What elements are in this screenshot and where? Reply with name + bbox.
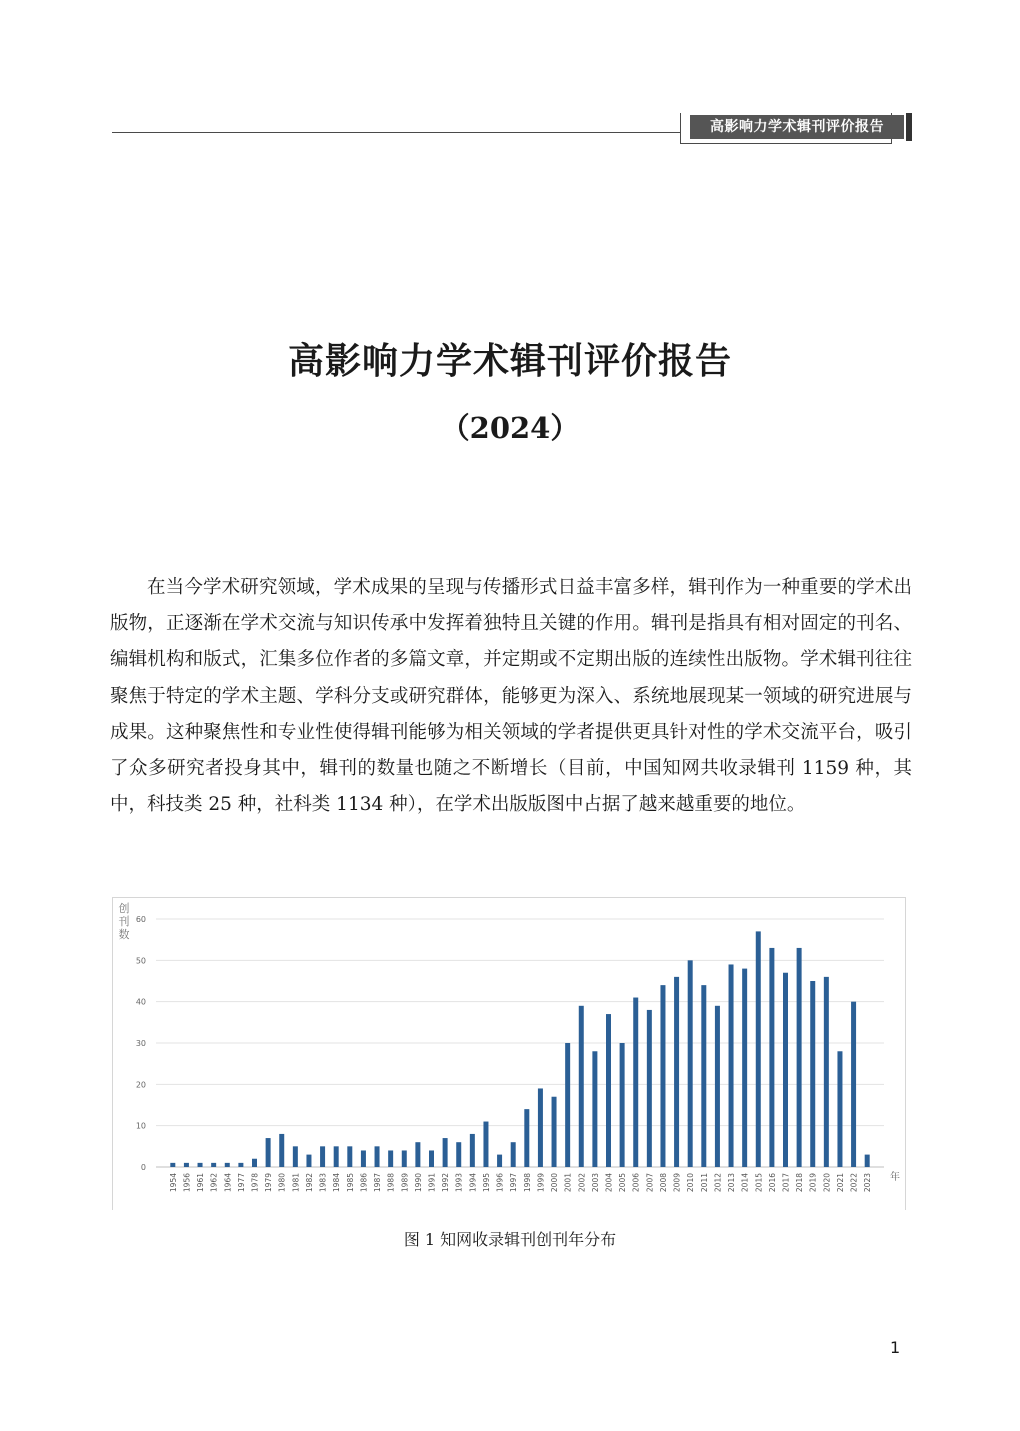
bar	[729, 964, 734, 1167]
bar	[647, 1010, 652, 1167]
bar	[198, 1163, 203, 1167]
header-rule	[112, 132, 680, 133]
x-tick-label: 1993	[454, 1173, 464, 1193]
x-tick-label: 1998	[522, 1173, 532, 1193]
x-tick-label: 2016	[767, 1173, 777, 1193]
x-tick-label: 2015	[754, 1173, 764, 1193]
x-tick-label: 1982	[304, 1173, 314, 1193]
x-tick-label: 1964	[223, 1173, 233, 1193]
y-tick-label: 0	[140, 1163, 146, 1172]
x-tick-label: 2018	[795, 1173, 805, 1193]
x-tick-label: 1991	[427, 1173, 437, 1193]
body-paragraph: 在当今学术研究领域，学术成果的呈现与传播形式日益丰富多样，辑刊作为一种重要的学术出版物，正逐渐在学术交流与知识传承中发挥着独特且关键的作用。辑刊是指具有相对固定的刊名、编辑机构和版式，汇集多位作者的多篇文章，并定期或不定期出版的连续性出版物。学术辑刊往往聚焦于特定的学术主题、学科分支或研究群体，能够更为深入、系统地展现某一领域的研究进展与成果。这种聚焦性和专业性使得辑刊能够为相关领域的学者提供更具针对性的学术交流平台，吸引了众多研究者投身其中，辑刊的数量也随之不断增长（目前，中国知网共收录辑刊 1159 种，其中，科技类 25 种，社科类 1134 种），在学术出版版图中占据了越来越重要的地位。	[110, 577, 912, 816]
x-tick-label: 2012	[713, 1173, 723, 1193]
x-tick-label: 2021	[835, 1173, 845, 1193]
bar	[606, 1014, 611, 1167]
bar	[565, 1043, 570, 1167]
x-tick-label: 2019	[808, 1173, 818, 1193]
x-tick-label: 2006	[631, 1173, 641, 1193]
bar	[620, 1043, 625, 1167]
x-tick-label: 1978	[250, 1173, 260, 1193]
y-tick-label: 20	[135, 1080, 146, 1090]
x-tick-label: 2009	[672, 1173, 682, 1193]
bar	[538, 1088, 543, 1167]
bar	[293, 1146, 298, 1167]
x-tick-label: 1961	[196, 1173, 206, 1193]
y-axis-label-char: 数	[118, 928, 130, 941]
page-number: 1	[890, 1338, 901, 1357]
x-tick-label: 2023	[863, 1173, 873, 1193]
x-tick-label: 2017	[781, 1173, 791, 1193]
x-tick-label: 1997	[509, 1173, 519, 1193]
x-tick-label: 2022	[849, 1173, 859, 1193]
bar	[497, 1155, 502, 1167]
x-tick-label: 1995	[481, 1173, 491, 1193]
x-tick-label: 1986	[359, 1173, 369, 1193]
bar	[756, 931, 761, 1167]
x-tick-label: 1954	[168, 1173, 178, 1193]
bar	[824, 977, 829, 1167]
bar	[660, 985, 665, 1167]
x-tick-label: 1988	[386, 1173, 396, 1193]
x-axis-label: 年	[890, 1172, 900, 1183]
y-tick-label: 30	[135, 1039, 146, 1048]
bar	[279, 1134, 284, 1167]
bar	[837, 1051, 842, 1167]
bar	[211, 1163, 216, 1167]
bar	[769, 948, 774, 1167]
bar	[674, 977, 679, 1167]
bar	[429, 1150, 434, 1167]
y-axis-label-char: 创	[118, 902, 130, 915]
bar	[170, 1163, 175, 1167]
bar	[225, 1163, 230, 1167]
page-title: 高影响力学术辑刊评价报告	[287, 340, 732, 382]
x-tick-label: 1987	[373, 1173, 383, 1193]
x-tick-label: 2001	[563, 1173, 573, 1193]
bar	[865, 1155, 870, 1167]
x-tick-label: 2003	[590, 1173, 600, 1193]
bar	[334, 1146, 339, 1167]
bar	[592, 1051, 597, 1167]
x-tick-label: 2004	[604, 1173, 614, 1193]
bar	[184, 1163, 189, 1167]
bar	[701, 985, 706, 1167]
x-tick-label: 1956	[182, 1173, 192, 1193]
bar	[483, 1122, 488, 1167]
bar	[361, 1150, 366, 1167]
x-tick-label: 2010	[686, 1173, 696, 1193]
bar	[470, 1134, 475, 1167]
x-tick-label: 1977	[236, 1173, 246, 1193]
x-tick-label: 1994	[468, 1173, 478, 1193]
bar	[797, 948, 802, 1167]
bar	[742, 969, 747, 1167]
x-tick-label: 2014	[740, 1173, 750, 1193]
bar	[415, 1142, 420, 1167]
x-tick-label: 2011	[699, 1173, 709, 1193]
x-tick-label: 2000	[550, 1173, 560, 1193]
x-tick-label: 1990	[413, 1173, 423, 1193]
y-tick-label: 60	[135, 915, 146, 924]
x-tick-label: 1979	[264, 1173, 274, 1193]
x-tick-label: 2007	[645, 1173, 655, 1193]
bar	[851, 1002, 856, 1167]
x-tick-label: 1992	[441, 1173, 451, 1193]
x-tick-label: 1996	[495, 1173, 505, 1193]
bar	[552, 1097, 557, 1167]
bar	[375, 1146, 380, 1167]
page-subtitle: （2024）	[440, 411, 580, 445]
x-tick-label: 2013	[727, 1173, 737, 1193]
bar	[688, 960, 693, 1167]
x-tick-label: 1962	[209, 1173, 219, 1193]
bar	[252, 1159, 257, 1167]
bar	[633, 998, 638, 1167]
bar	[347, 1146, 352, 1167]
bar	[443, 1138, 448, 1167]
bar	[511, 1142, 516, 1167]
x-tick-label: 1999	[536, 1173, 546, 1193]
bar	[579, 1006, 584, 1167]
founding-year-bar-chart	[112, 897, 906, 1210]
bar	[306, 1155, 311, 1167]
x-tick-label: 2020	[822, 1173, 832, 1193]
bar	[783, 973, 788, 1167]
running-header-title: 高影响力学术辑刊评价报告	[690, 115, 904, 139]
x-tick-label: 1984	[332, 1173, 342, 1193]
x-tick-label: 2008	[658, 1173, 668, 1193]
x-tick-label: 2005	[618, 1173, 628, 1193]
x-tick-label: 1983	[318, 1173, 328, 1193]
x-tick-label: 2002	[577, 1173, 587, 1193]
bar	[715, 1006, 720, 1167]
bar	[320, 1146, 325, 1167]
x-tick-label: 1989	[400, 1173, 410, 1193]
x-tick-label: 1985	[345, 1173, 355, 1193]
bar	[456, 1142, 461, 1167]
y-tick-label: 40	[135, 997, 146, 1007]
figure-caption: 图 1 知网收录辑刊创刊年分布	[403, 1230, 617, 1249]
y-tick-label: 10	[135, 1121, 146, 1131]
bar	[402, 1150, 407, 1167]
x-tick-label: 1980	[277, 1173, 287, 1193]
y-axis-label-char: 刊	[118, 915, 130, 928]
bar	[388, 1150, 393, 1167]
bar	[238, 1163, 243, 1167]
bar	[266, 1138, 271, 1167]
bar	[810, 981, 815, 1167]
x-tick-label: 1981	[291, 1173, 301, 1193]
bar	[524, 1109, 529, 1167]
y-tick-label: 50	[135, 956, 146, 966]
header-side-bar	[906, 113, 912, 141]
